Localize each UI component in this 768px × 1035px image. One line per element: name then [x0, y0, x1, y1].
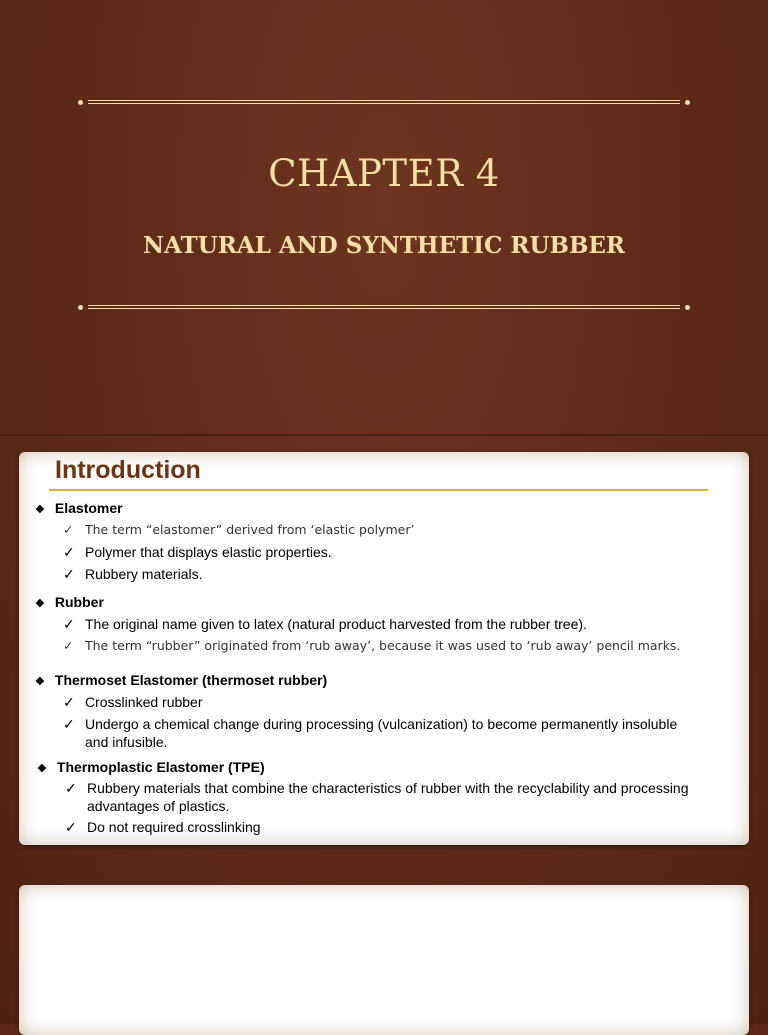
section-elastomer: [35, 500, 123, 516]
diamond-bullet-icon: ❖: [35, 676, 45, 688]
section-title: Rubber: [54, 594, 104, 610]
list-item: ✓ Polymer that displays elastic properties.: [63, 544, 332, 560]
introduction-slide: [19, 452, 749, 845]
diamond-bullet-icon: ❖: [37, 763, 47, 775]
list-item: ✓ Undergo a chemical change during processing (vulcanization) to become permanently insoluble and infusible.: [63, 716, 678, 750]
section-thermoset-elastomer: [35, 672, 327, 688]
check-icon: ✓: [63, 522, 74, 537]
check-icon: ✓: [63, 544, 75, 560]
diamond-bullet-icon: ❖: [35, 504, 45, 516]
section-thermoplastic-elastomer: [37, 759, 265, 775]
top-ornament-rule: [78, 99, 690, 105]
check-icon: ✓: [65, 819, 77, 835]
section-title: Thermoset Elastomer (thermoset rubber): [54, 672, 328, 688]
list-item: ✓ Rubbery materials that combine the characteristics of rubber with the recyclability and processing advantages of plastics.: [65, 780, 689, 814]
heading-underline: [49, 489, 708, 491]
slide-divider: [0, 434, 768, 436]
chapter-title: CHAPTER 4: [268, 152, 500, 195]
list-item: ✓ The original name given to latex (natural product harvested from the rubber tree).: [63, 616, 587, 632]
next-slide: [19, 885, 749, 1035]
diamond-bullet-icon: ❖: [35, 598, 45, 610]
check-icon: ✓: [63, 616, 75, 632]
check-icon: ✓: [63, 638, 74, 653]
check-icon: ✓: [63, 566, 75, 582]
list-item: ✓ The term “rubber” originated from ‘rub away’, because it was used to ‘rub away’ pencil marks.: [63, 638, 681, 653]
check-icon: ✓: [63, 694, 75, 710]
title-slide: [0, 0, 768, 434]
check-icon: ✓: [63, 716, 75, 732]
list-item: ✓ The term “elastomer” derived from ‘elastic polymer’: [63, 522, 415, 537]
section-title: Thermoplastic Elastomer (TPE): [56, 759, 265, 775]
slide-heading: Introduction: [55, 456, 201, 484]
section-title: Elastomer: [54, 500, 123, 516]
section-rubber: [35, 594, 104, 610]
chapter-subtitle: NATURAL AND SYNTHETIC RUBBER: [142, 232, 626, 259]
list-item: ✓ Crosslinked rubber: [63, 694, 203, 710]
bottom-ornament-rule: [78, 304, 690, 310]
list-item: ✓ Rubbery materials.: [63, 566, 203, 582]
check-icon: ✓: [65, 780, 77, 796]
list-item: ✓ Do not required crosslinking: [65, 819, 261, 835]
